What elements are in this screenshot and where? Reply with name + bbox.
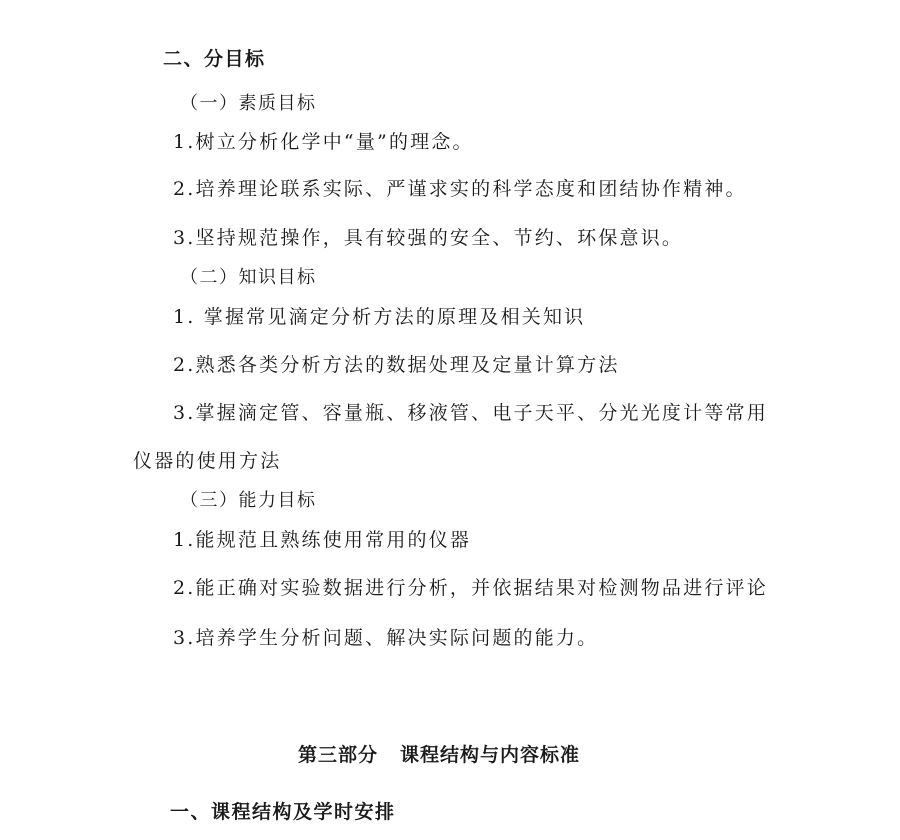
subsection-title-knowledge: （二）知识目标 bbox=[180, 267, 317, 288]
knowledge-goal-2: 2.熟悉各类分析方法的数据处理及定量计算方法 bbox=[173, 354, 620, 376]
ability-goal-3: 3.培养学生分析问题、解决实际问题的能力。 bbox=[173, 627, 599, 649]
knowledge-goal-3: 3.掌握滴定管、容量瓶、移液管、电子天平、分光光度计等常用 bbox=[173, 402, 768, 424]
subsection-title-quality: （一）素质目标 bbox=[180, 93, 317, 114]
part-three-heading bbox=[298, 743, 580, 767]
part-title: 课程结构与内容标准 bbox=[400, 744, 581, 766]
knowledge-goal-1: 1. 掌握常见滴定分析方法的原理及相关知识 bbox=[173, 306, 586, 328]
part-label: 第三部分 bbox=[298, 744, 379, 766]
ability-goal-1: 1.能规范且熟练使用常用的仪器 bbox=[173, 529, 472, 551]
ability-goal-2: 2.能正确对实验数据进行分析，并依据结果对检测物品进行评论 bbox=[173, 577, 768, 599]
knowledge-goal-3-continued: 仪器的使用方法 bbox=[133, 450, 282, 472]
subsection-title-ability: （三）能力目标 bbox=[180, 490, 317, 511]
section-title-course-structure: 一、课程结构及学时安排 bbox=[170, 801, 396, 823]
section-title-sub-goals: 二、分目标 bbox=[163, 48, 266, 70]
quality-goal-3: 3.坚持规范操作，具有较强的安全、节约、环保意识。 bbox=[173, 227, 684, 249]
quality-goal-1: 1.树立分析化学中“量”的理念。 bbox=[173, 131, 474, 153]
quality-goal-2: 2.培养理论联系实际、严谨求实的科学态度和团结协作精神。 bbox=[173, 178, 747, 200]
